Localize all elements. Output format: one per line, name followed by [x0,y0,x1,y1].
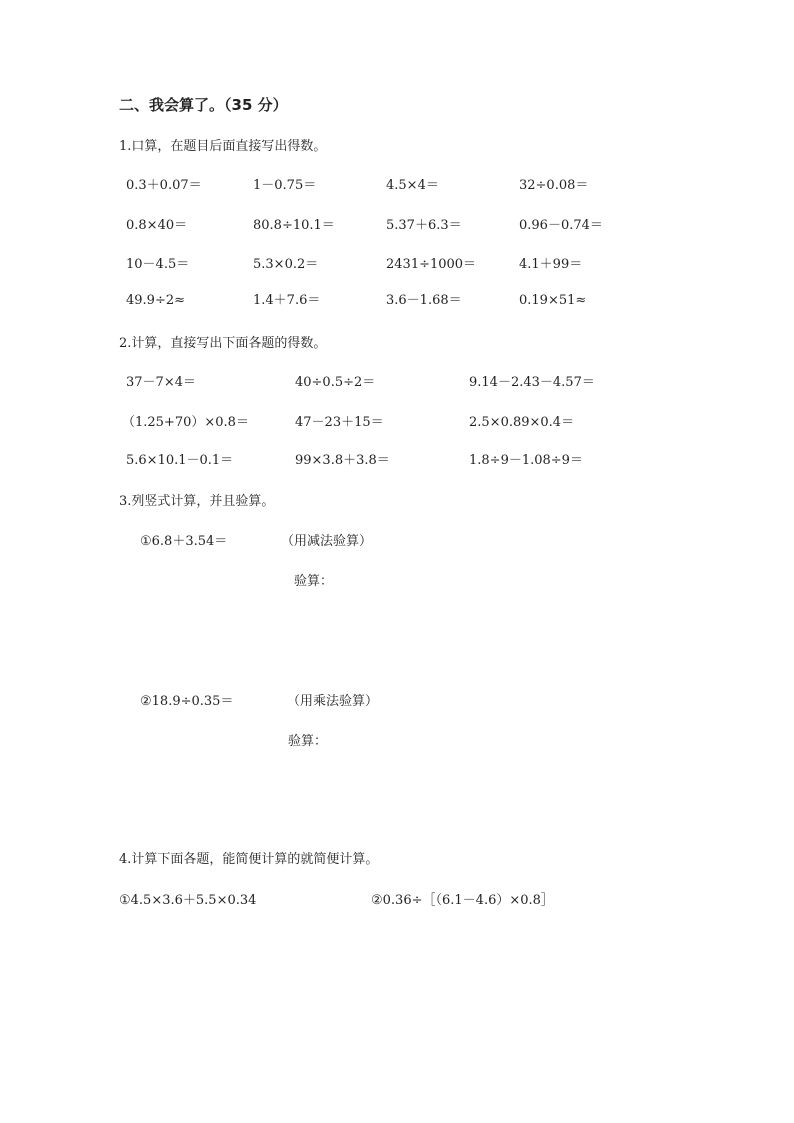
q1-problem: 49.9÷2≈ [126,293,186,308]
q1-problem: 0.3＋0.07＝ [126,178,202,193]
q2-problem: 5.6×10.1－0.1＝ [126,453,234,468]
q1-problem: 0.8×40＝ [126,218,188,233]
q1-problem: 2431÷1000＝ [386,257,477,272]
q1-instruction: 1.口算，在题目后面直接写出得数。 [119,139,327,154]
q2-problem: 1.8÷9－1.08÷9＝ [469,453,583,468]
q2-instruction: 2.计算，直接写出下面各题的得数。 [119,336,327,351]
q2-problem: 37－7×4＝ [126,375,196,390]
q3-check-label: 验算： [294,574,334,589]
q2-problem: 47－23＋15＝ [295,415,384,430]
q3-check-label: 验算： [288,734,328,749]
q3-check-method: （用乘法验算） [287,694,379,709]
q1-problem: 5.3×0.2＝ [253,257,319,272]
q1-problem: 0.19×51≈ [519,293,587,308]
q3-instruction: 3.列竖式计算，并且验算。 [119,494,275,509]
q1-problem: 4.1＋99＝ [519,257,583,272]
q2-problem: 99×3.8＋3.8＝ [295,453,390,468]
q1-problem: 1.4＋7.6＝ [253,293,321,308]
q4-expression: ②0.36÷［（6.1－4.6）×0.8］ [371,893,554,908]
q1-problem: 4.5×4＝ [386,178,439,193]
q1-problem: 10－4.5＝ [126,257,190,272]
q3-check-method: （用减法验算） [281,534,373,549]
q4-instruction: 4.计算下面各题，能简便计算的就简便计算。 [119,852,379,867]
q1-problem: 1－0.75＝ [253,178,317,193]
q3-expression: ①6.8＋3.54＝ [140,534,228,549]
q2-problem: 40÷0.5÷2＝ [295,375,376,390]
q4-expression: ①4.5×3.6＋5.5×0.34 [119,893,257,908]
q3-expression: ②18.9÷0.35＝ [140,694,234,709]
section-title: 二、我会算了。（35 分） [119,96,288,114]
q2-problem: 2.5×0.89×0.4＝ [469,415,575,430]
q1-problem: 0.96－0.74＝ [519,218,603,233]
q2-problem: 9.14－2.43－4.57＝ [469,375,595,390]
q1-problem: 32÷0.08＝ [519,178,589,193]
q1-problem: 5.37＋6.3＝ [386,218,462,233]
q1-problem: 80.8÷10.1＝ [253,218,335,233]
q2-problem: （1.25+70）×0.8＝ [122,415,249,430]
q1-problem: 3.6－1.68＝ [386,293,462,308]
